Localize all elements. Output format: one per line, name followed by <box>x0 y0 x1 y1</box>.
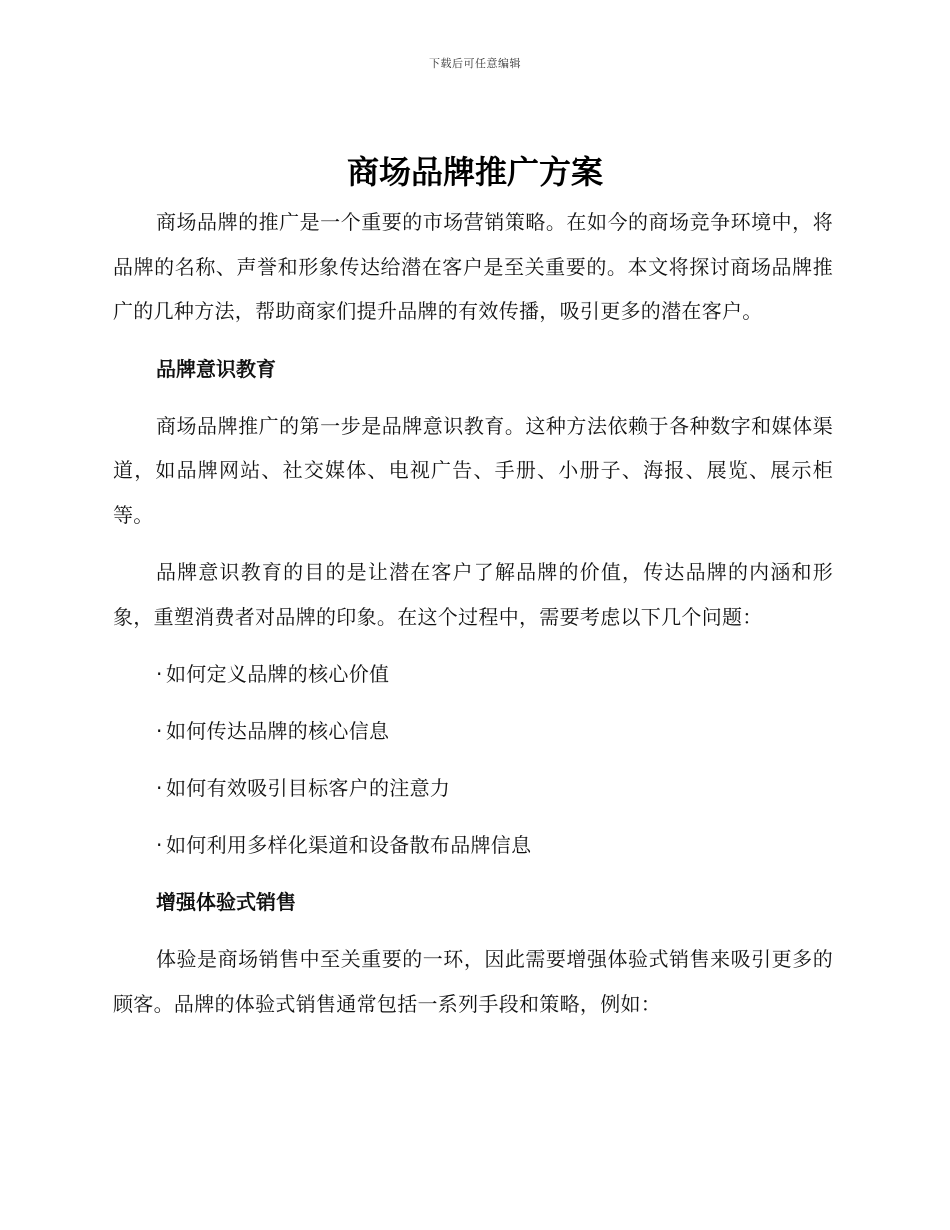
document-body <box>113 200 833 1039</box>
list-item-text: 如何利用多样化渠道和设备散布品牌信息 <box>166 833 532 857</box>
bullet-icon: · <box>156 833 163 857</box>
section-heading-experiential-sales: 增强体验式销售 <box>156 890 296 914</box>
list-item-text: 如何有效吸引目标客户的注意力 <box>166 776 451 800</box>
header-note: 下载后可任意编辑 <box>429 57 521 70</box>
bullet-icon: · <box>156 776 163 800</box>
section-heading-brand-awareness: 品牌意识教育 <box>156 356 276 381</box>
list-item <box>156 766 833 810</box>
bullet-icon: · <box>156 662 163 686</box>
document-title: 商场品牌推广方案 <box>346 153 603 191</box>
list-item <box>156 823 833 867</box>
list-item-text: 如何传达品牌的核心信息 <box>166 719 390 743</box>
list-item <box>156 652 833 696</box>
bullet-icon: · <box>156 719 163 743</box>
paragraph: 商场品牌推广的第一步是品牌意识教育。这种方法依赖于各种数字和媒体渠道，如品牌网站、社交媒体、电视广告、手册、小册子、海报、展览、展示柜等。 <box>113 413 833 527</box>
paragraph: 体验是商场销售中至关重要的一环，因此需要增强体验式销售来吸引更多的顾客。品牌的体验式销售通常包括一系列手段和策略，例如： <box>113 947 833 1016</box>
intro-paragraph: 商场品牌的推广是一个重要的市场营销策略。在如今的商场竞争环境中，将品牌的名称、声誉和形象传达给潜在客户是至关重要的。本文将探讨商场品牌推广的几种方法，帮助商家们提升品牌的有效传播，吸引更多的潜在客户。 <box>113 210 833 323</box>
list-item <box>156 709 833 753</box>
list-item-text: 如何定义品牌的核心价值 <box>166 662 390 686</box>
paragraph: 品牌意识教育的目的是让潜在客户了解品牌的价值，传达品牌的内涵和形象，重塑消费者对品牌的印象。在这个过程中，需要考虑以下几个问题： <box>113 560 833 629</box>
